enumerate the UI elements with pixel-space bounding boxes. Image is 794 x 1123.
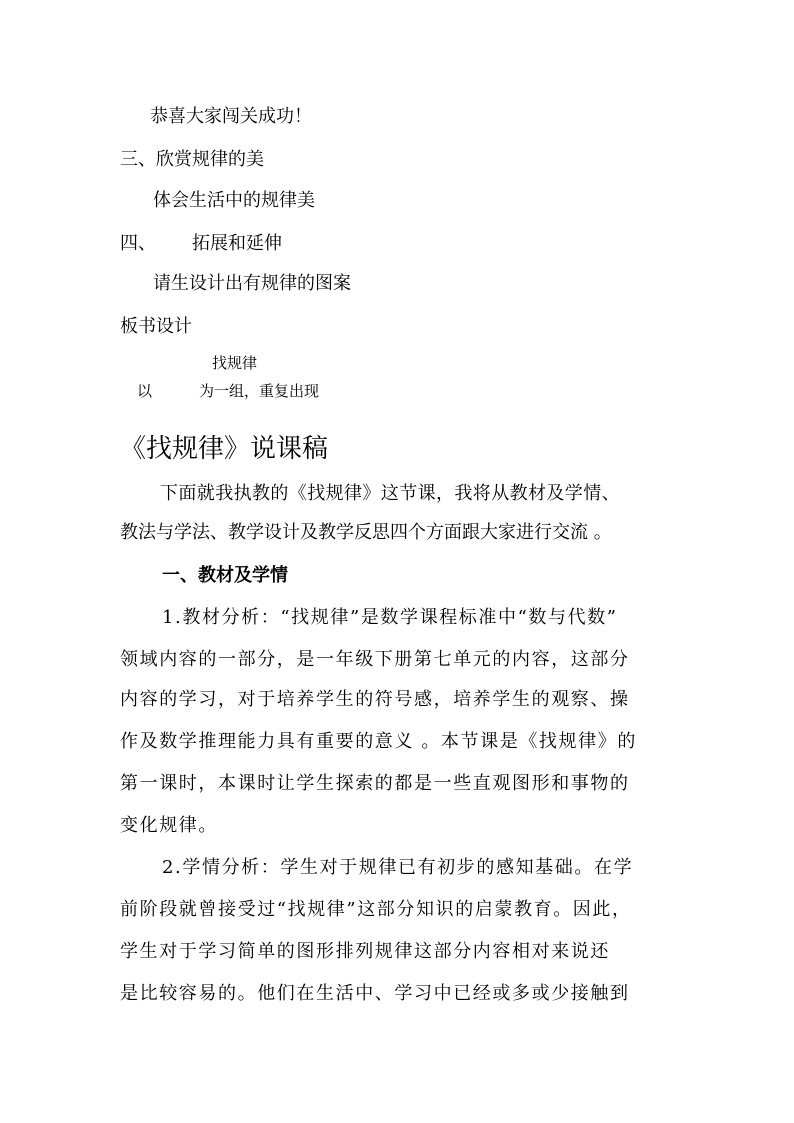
- section4-title: 拓展和延伸: [192, 233, 282, 254]
- section-heading-materials: 一、教材及学情: [162, 565, 288, 586]
- paragraph-line: 1.教材分析：“找规律”是数学课程标准中“数与代数”: [162, 607, 618, 628]
- intro-line-2: 教法与学法、教学设计及教学反思四个方面跟大家进行交流 。: [120, 522, 612, 543]
- section4-body: 请生设计出有规律的图案: [153, 273, 351, 294]
- article-title: 《找规律》说课稿: [120, 434, 329, 464]
- section4-heading: [120, 235, 282, 253]
- paragraph-line: 第一课时，本课时让学生探索的都是一些直观图形和事物的: [120, 773, 630, 794]
- board-title: 找规律: [212, 354, 258, 372]
- section4-number: 四、: [120, 233, 156, 254]
- paragraph-line: 作及数学推理能力具有重要的意义 。本节课是《找规律》的: [120, 731, 637, 752]
- intro-line-1: 下面就我执教的《找规律》这节课，我将从教材及学情、: [160, 483, 620, 504]
- section3-body: 体会生活中的规律美: [153, 190, 315, 211]
- board-design-heading: 板书设计: [120, 316, 192, 337]
- paragraph-line: 内容的学习，对于培养学生的符号感，培养学生的观察、操: [120, 689, 630, 710]
- paragraph-line: 变化规律。: [120, 815, 218, 836]
- paragraph-line: 领域内容的一部分，是一年级下册第七单元的内容，这部分: [120, 649, 630, 670]
- paragraph-line: 2.学情分析：学生对于规律已有初步的感知基础。在学: [162, 857, 634, 878]
- board-prefix: 以: [137, 382, 153, 400]
- paragraph-line: 前阶段就曾接受过“找规律”这部分知识的启蒙教育。因此，: [120, 899, 632, 920]
- paragraph-line: 学生对于学习简单的图形排列规律这部分内容相对来说还: [120, 941, 610, 962]
- section3-heading: 三、欣赏规律的美: [120, 149, 264, 170]
- board-suffix: 为一组，重复出现: [199, 382, 320, 400]
- congrats-text: 恭喜大家闯关成功！: [150, 106, 312, 127]
- paragraph-line: 是比较容易的。他们在生活中、学习中已经或多或少接触到: [120, 983, 630, 1004]
